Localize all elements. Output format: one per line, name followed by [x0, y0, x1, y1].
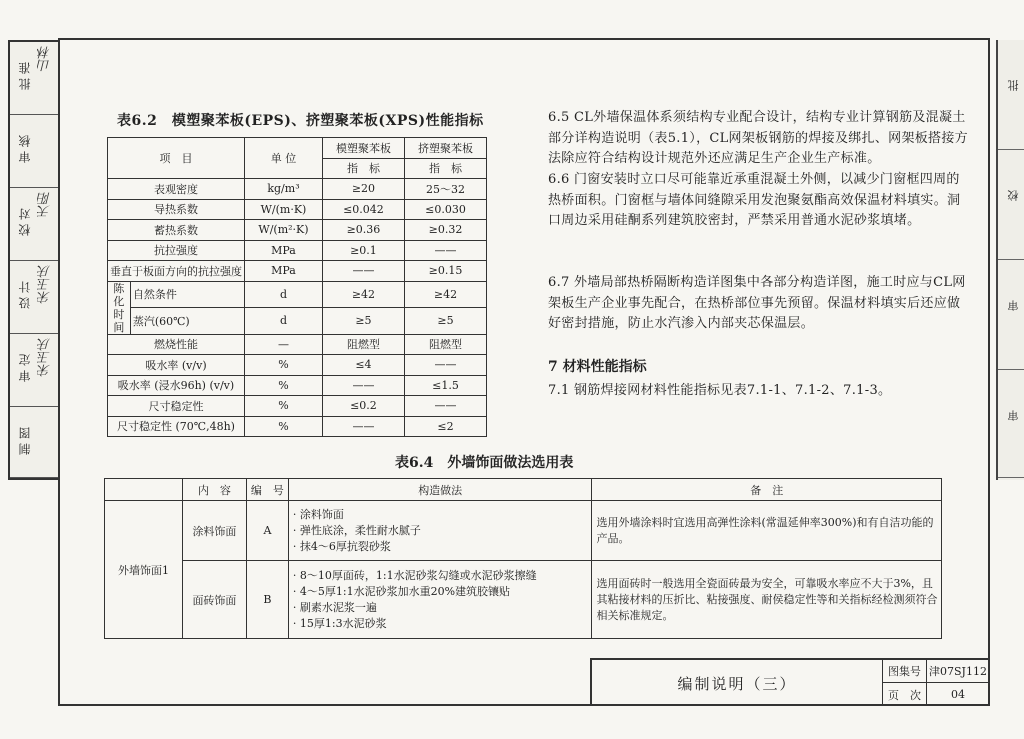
atlas-label: 图集号 [883, 660, 927, 683]
table-cell: % [245, 416, 323, 437]
table-cell: ≤4 [322, 355, 404, 376]
table-cell: 抗拉强度 [108, 240, 245, 261]
header-no: 编 号 [246, 479, 288, 501]
table-row [108, 240, 487, 261]
title-block-cells [882, 660, 988, 706]
page-label: 页 次 [883, 683, 927, 706]
edge-cell [998, 40, 1024, 150]
table-row [108, 199, 487, 220]
table-cell: 自然条件 [130, 281, 244, 308]
table-cell: ≥42 [404, 281, 486, 308]
header-note: 备 注 [592, 479, 942, 501]
method-a [288, 501, 592, 561]
method-b [288, 561, 592, 639]
table-cell: W/(m·K) [245, 199, 323, 220]
approval-row [10, 188, 58, 261]
table-cell: ≤0.030 [404, 199, 486, 220]
table-cell: 吸水率 (浸水96h) (v/v) [108, 375, 245, 396]
table-cell: MPa [245, 240, 323, 261]
table-cell: ≥5 [322, 308, 404, 335]
table-cell: ≤1.5 [404, 375, 486, 396]
table-cell: 25～32 [404, 179, 486, 200]
header-xps: 挤塑聚苯板 [404, 138, 486, 159]
signature: 宋玉庆 [38, 265, 53, 304]
approval-row [10, 407, 58, 478]
table-6-4-title: 表6.4 外墙饰面做法选用表 [395, 455, 574, 471]
table-cell: 阻燃型 [404, 334, 486, 355]
content-b: 面砖饰面 [182, 561, 246, 639]
header-blank [105, 479, 183, 501]
approval-label: 设 计 [18, 281, 32, 309]
aging-label: 陈化时间 [108, 281, 131, 334]
table-cell: 燃烧性能 [108, 334, 245, 355]
table-cell: 导热系数 [108, 199, 245, 220]
table-row [108, 375, 487, 396]
table-row [108, 355, 487, 376]
approval-label: 制 图 [18, 427, 32, 455]
table-cell: ≥42 [322, 281, 404, 308]
title-block [590, 658, 988, 704]
signature: 天阳 [38, 192, 53, 218]
table-cell: ≥0.36 [322, 220, 404, 241]
table-cell: d [245, 281, 323, 308]
table-cell: % [245, 375, 323, 396]
group-label: 外墙饰面1 [105, 501, 183, 639]
table-row [108, 396, 487, 417]
table-cell: —— [322, 416, 404, 437]
edge-label: 批 [1007, 80, 1020, 91]
method-line: · 15厚1:3水泥砂浆 [292, 616, 387, 630]
table-cell: ≥0.15 [404, 261, 486, 282]
table-cell: —— [404, 396, 486, 417]
table-cell: 蓄热系数 [108, 220, 245, 241]
table-cell: ≤0.2 [322, 396, 404, 417]
approval-label: 批 准 [18, 62, 32, 90]
sheet-name: 编制说明（三） [677, 674, 797, 693]
table-row [108, 261, 487, 282]
table-cell: kg/m³ [245, 179, 323, 200]
edge-cell [998, 260, 1024, 370]
header-eps: 模塑聚苯板 [322, 138, 404, 159]
table-cell: 尺寸稳定性 [108, 396, 245, 417]
table-cell: W/(m²·K) [245, 220, 323, 241]
method-line: · 8～10厚面砖，1:1水泥砂浆勾缝或水泥砂浆擦缝 [292, 568, 537, 582]
approval-row [10, 334, 58, 407]
table-cell: ≥20 [322, 179, 404, 200]
note-b: 选用面砖时一般选用全瓷面砖最为安全，可靠吸水率应不大于3%，且其粘接材料的压折比、粘接强度、耐侯稳定性等和关指标经检测须符合相关标准规定。 [592, 561, 942, 639]
approval-label: 校 对 [18, 208, 32, 236]
approval-row [10, 115, 58, 188]
no-b: B [246, 561, 288, 639]
edge-label: 审 [1007, 410, 1020, 421]
adjacent-sheet-edge [996, 40, 1024, 480]
approval-label: 审 定 [18, 354, 32, 382]
atlas-number: 津07SJ112 [927, 660, 989, 683]
section-7-heading: 7 材料性能指标 [548, 359, 647, 375]
method-line: · 涂料饰面 [292, 507, 344, 521]
edge-cell [998, 150, 1024, 260]
edge-cell [998, 370, 1024, 478]
table-cell: 阻燃型 [322, 334, 404, 355]
table-row [108, 281, 487, 308]
header-index-xps: 指 标 [404, 158, 486, 179]
header-method: 构造做法 [288, 479, 592, 501]
approval-row [10, 42, 58, 115]
table-row [108, 334, 487, 355]
approval-row [10, 261, 58, 334]
page-number: 04 [951, 688, 965, 701]
table-cell: d [245, 308, 323, 335]
edge-label: 校 [1007, 190, 1020, 201]
table-6-2-title: 表6.2 模塑聚苯板(EPS)、挤塑聚苯板(XPS)性能指标 [117, 113, 484, 129]
note-a: 选用外墙涂料时宜选用高弹性涂料(常温延伸率300%)和有自洁功能的产品。 [592, 501, 942, 561]
no-a: A [246, 501, 288, 561]
signature: 宋玉庆 [38, 338, 53, 377]
header-content: 内 容 [182, 479, 246, 501]
method-line: · 4～5厚1:1水泥砂浆加水重20%建筑胶镶贴 [292, 584, 511, 598]
table-cell: 吸水率 (v/v) [108, 355, 245, 376]
table-row [108, 220, 487, 241]
paragraph-6-7: 6.7 外墙局部热桥隔断构造详图集中各部分构造详图，施工时应与CL网架板生产企业事先配合，在热桥部位事先预留。保温材料填实后还应做好密封措施，防止水汽渗入内部夹芯保温层。 [548, 275, 966, 331]
header-index-eps: 指 标 [322, 158, 404, 179]
table-6-4 [104, 478, 942, 639]
table-cell: —— [322, 261, 404, 282]
table-cell: — [245, 334, 323, 355]
table-cell: ≥5 [404, 308, 486, 335]
table-6-2 [107, 137, 487, 437]
table-row [108, 416, 487, 437]
content-a: 涂料饰面 [182, 501, 246, 561]
method-line: · 刷素水泥浆一遍 [292, 600, 377, 614]
table-row [108, 179, 487, 200]
approval-strip [8, 40, 60, 480]
approval-label: 审 核 [18, 135, 32, 163]
edge-label: 审 [1007, 300, 1020, 311]
table-cell: % [245, 355, 323, 376]
table-cell: ≤2 [404, 416, 486, 437]
table-cell: 表观密度 [108, 179, 245, 200]
table-cell: 蒸汽(60℃) [130, 308, 244, 335]
paragraph-7-1: 7.1 钢筋焊接网材料性能指标见表7.1-1、7.1-2、7.1-3。 [548, 383, 892, 398]
table-row [108, 308, 487, 335]
table-cell: ≥0.1 [322, 240, 404, 261]
table-cell: ≥0.32 [404, 220, 486, 241]
table-cell: —— [404, 355, 486, 376]
paragraph-6-6: 6.6 门窗安装时立口尽可能靠近承重混凝土外侧，以减少门窗框四周的热桥面积。门窗框与墙体间缝隙采用发泡聚氨酯高效保温材料填实。洞口周边采用硅酮系列建筑胶密封，严禁采用普通水泥砂浆填堵。 [548, 172, 961, 228]
signature: 山林 [38, 46, 53, 72]
header-item: 项 目 [108, 138, 245, 179]
table-cell: 垂直于板面方向的抗拉强度 [108, 261, 245, 282]
header-unit: 单 位 [245, 138, 323, 179]
table-cell: 尺寸稳定性 (70℃,48h) [108, 416, 245, 437]
table-cell: —— [322, 375, 404, 396]
paragraph-6-5: 6.5 CL外墙保温体系须结构专业配合设计，结构专业计算钢筋及混凝土部分详构造说明（表5.1），CL网架板钢筋的焊接及绑扎、网架板搭接方法除应符合结构设计规范外还应满足生产企业生产标准。 [548, 110, 968, 166]
table-cell: % [245, 396, 323, 417]
table-cell: —— [404, 240, 486, 261]
table-cell: MPa [245, 261, 323, 282]
table-cell: ≤0.042 [322, 199, 404, 220]
method-line: · 抹4～6厚抗裂砂浆 [292, 539, 391, 553]
method-line: · 弹性底涂，柔性耐水腻子 [292, 523, 421, 537]
